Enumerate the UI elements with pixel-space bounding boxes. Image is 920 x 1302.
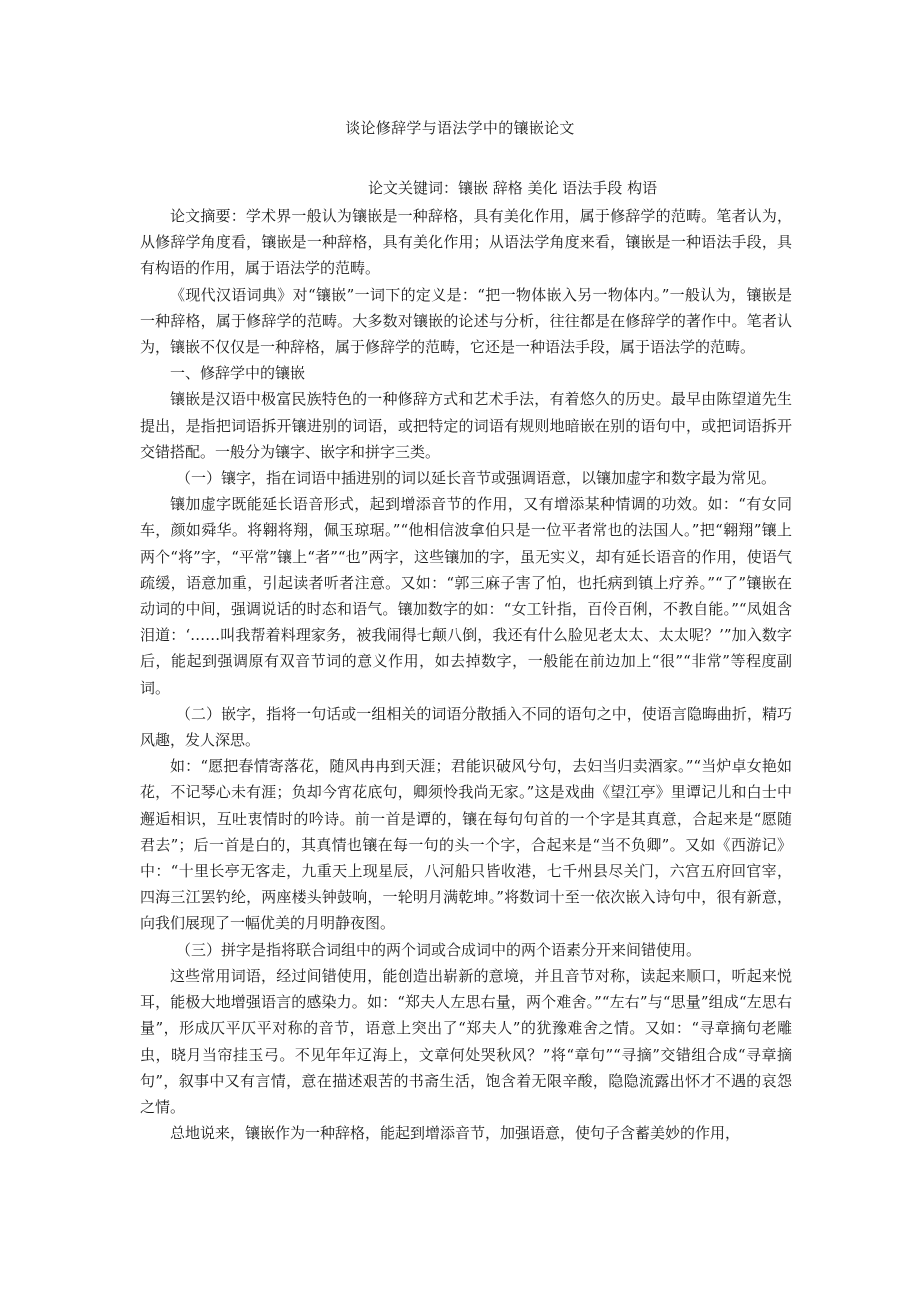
- body-paragraph: 这些常用词语，经过间错使用，能创造出崭新的意境，并且音节对称，读起来顺口，听起来悦耳，能极大地增强语言的感染力。如：“郑夫人左思右量，两个难舍。”“左右”与“思量”组成“左思右量”，形成仄平仄平对称的音节，语意上突出了“郑夫人”的犹豫难舍之情。又如：“寻章摘句老雕虫，晓月当帘挂玉弓。不见年年辽海上，文章何处哭秋风？”将“章句”“寻摘”交错组合成“寻章摘句”，叙事中又有言情，意在描述艰苦的书斋生活，饱含着无限辛酸，隐隐流露出怀才不遇的哀怨之情。: [140, 966, 792, 1116]
- body-paragraph: 镶嵌是汉语中极富民族特色的一种修辞方式和艺术手法，有着悠久的历史。最早由陈望道先生提出，是指把词语拆开镶进别的词语，或把特定的词语有规则地暗嵌在别的语句中，或把词语拆开交错搭配。一般分为镶字、嵌字和拼字三类。: [140, 390, 792, 461]
- body-paragraph: 总地说来，镶嵌作为一种辞格，能起到增添音节，加强语意，使句子含蓄美妙的作用，: [170, 1124, 741, 1143]
- keywords-line: 论文关键词：镶嵌 辞格 美化 语法手段 构语: [368, 179, 658, 197]
- subsection-heading: （三）拼字是指将联合词组中的两个词或合成词中的两个语素分开来间错使用。: [176, 940, 702, 959]
- subsection-heading: （二）嵌字，指将一句话或一组相关的词语分散插入不同的语句之中，使语言隐晦曲折，精巧风趣，发人深思。: [140, 704, 792, 750]
- body-paragraph: 镶加虚字既能延长语音形式，起到增添音节的作用，又有增添某种情调的功效。如：“有女同车，颜如舜华。将翱将翔，佩玉琼琚。”“他相信波拿伯只是一位平者常也的法国人。”把“翱翔”镶上两个“将”字，“平常”镶上“者”“也”两字，这些镶加的字，虽无实义，却有延长语音的作用，使语气疏缓，语意加重，引起读者听者注意。又如：“郭三麻子害了怕，也托病到镇上疗养。”“了”镶嵌在动词的中间，强调说话的时态和语气。镶加数字的如：“女工针指，百伶百俐，不教自能。”“凤姐含泪道：‘……叫我帮着料理家务，被我闹得七颠八倒，我还有什么脸见老太太、太太呢？’”加入数字后，能起到强调原有双音节词的意义作用，如去掉数字，一般能在前边加上“很”“非常”等程度副词。: [140, 495, 792, 697]
- subsection-heading: （一）镶字，指在词语中插进别的词以延长音节或强调语意，以镶加虚字和数字最为常见。: [176, 469, 777, 488]
- abstract-paragraph: 论文摘要：学术界一般认为镶嵌是一种辞格，具有美化作用，属于修辞学的范畴。笔者认为，从修辞学角度看，镶嵌是一种辞格，具有美化作用；从语法学角度来看，镶嵌是一种语法手段，具有构语的作用，属于语法学的范畴。: [140, 207, 792, 278]
- document-body: [140, 203, 792, 1146]
- document-title: 谈论修辞学与语法学中的镶嵌论文: [345, 119, 575, 137]
- section-heading: 一、修辞学中的镶嵌: [170, 364, 306, 383]
- intro-paragraph: 《现代汉语词典》对“镶嵌”一词下的定义是：“把一物体嵌入另一物体内。”一般认为，镶嵌是一种辞格，属于修辞学的范畴。大多数对镶嵌的论述与分析，往往都是在修辞学的著作中。笔者认为，镶嵌不仅仅是一种辞格，属于修辞学的范畴，它还是一种语法手段，属于语法学的范畴。: [140, 285, 792, 357]
- body-paragraph: 如：“愿把春情寄落花，随风冉冉到天涯；君能识破风兮句，去妇当归卖酒家。”“当炉卓女艳如花，不记琴心未有涯；负却今宵花底句，卿须怜我尚无家。”这是戏曲《望江亭》里谭记儿和白士中邂逅相识，互吐衷情时的吟诗。前一首是谭的，镶在每句句首的一个字是其真意，合起来是“愿随君去”；后一首是白的，其真情也镶在每一句的头一个字，合起来是“当不负卿”。又如《西游记》中：“十里长亭无客走，九重天上现星辰，八河船只皆收港，七千州县尽关门，六宫五府回官宰，四海三江罢钓纶，两座楼头钟鼓响，一轮明月满乾坤。”将数词十至一依次嵌入诗句中，很有新意，向我们展现了一幅优美的月明静夜图。: [140, 757, 792, 933]
